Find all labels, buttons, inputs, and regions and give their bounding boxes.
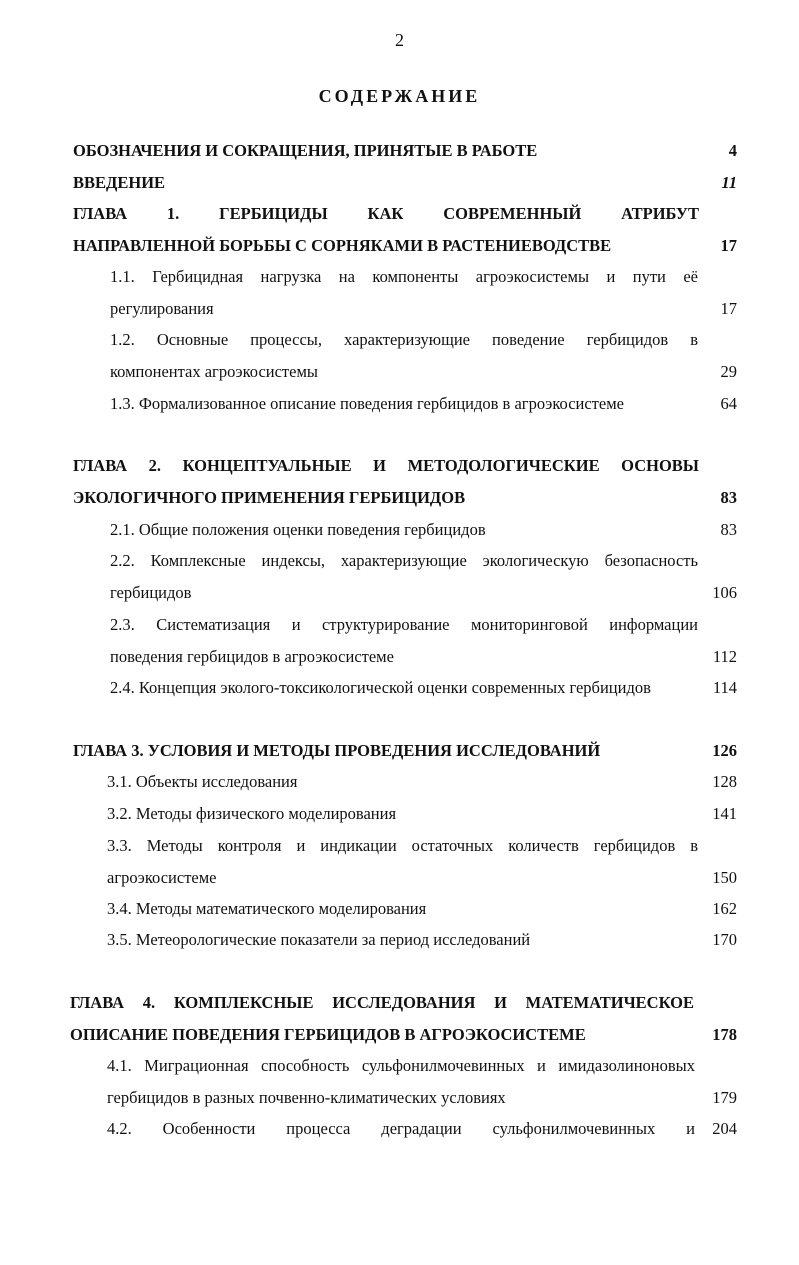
toc-entry-page: 106	[712, 583, 737, 602]
toc-entry-section-3-3[interactable]	[107, 836, 737, 888]
toc-entry-title-line1: 2.3. Систематизация и структурирование мониторинговой информации	[110, 615, 698, 634]
toc-entry-section-1-2[interactable]	[110, 330, 737, 382]
toc-entry-title-line2: НАПРАВЛЕННОЙ БОРЬБЫ С СОРНЯКАМИ В РАСТЕНИЕВОДСТВЕ	[73, 236, 612, 255]
toc-entry-page: 128	[712, 772, 737, 791]
toc-entry-page: 83	[720, 488, 737, 507]
toc-entry-title-line1: 1.1. Гербицидная нагрузка на компоненты агроэкосистемы и пути её	[110, 267, 698, 286]
toc-entry-title: 3.1. Объекты исследования	[107, 772, 298, 791]
toc-entry-page: 29	[720, 362, 737, 381]
toc-entry-title-line2: компонентах агроэкосистемы	[110, 362, 318, 381]
toc-entry-page: 150	[712, 868, 737, 887]
toc-entry-section-2-4[interactable]	[110, 678, 737, 698]
toc-entry-section-3-4[interactable]	[107, 899, 737, 919]
toc-entry-section-3-5[interactable]	[107, 930, 737, 950]
toc-entry-title: ОБОЗНАЧЕНИЯ И СОКРАЩЕНИЯ, ПРИНЯТЫЕ В РАБОТЕ	[73, 141, 538, 160]
toc-entry-section-3-1[interactable]	[107, 772, 737, 792]
toc-entry-title: 3.4. Методы математического моделирования	[107, 899, 427, 918]
toc-entry-page: 178	[712, 1025, 737, 1044]
toc-entry-title-line2: ЭКОЛОГИЧНОГО ПРИМЕНЕНИЯ ГЕРБИЦИДОВ	[73, 488, 466, 507]
toc-entry-title-line1: 2.2. Комплексные индексы, характеризующие экологическую безопасность	[110, 551, 698, 570]
toc-entry-page: 17	[720, 299, 737, 318]
toc-entry-title-line1: 1.2. Основные процессы, характеризующие поведение гербицидов в	[110, 330, 698, 349]
toc-entry-page: 114	[712, 678, 737, 697]
toc-entry-page: 204	[712, 1119, 737, 1138]
toc-entry-title: ВВЕДЕНИЕ	[73, 173, 166, 192]
toc-entry-chapter-2[interactable]	[73, 456, 737, 508]
toc-entry-title: 1.3. Формализованное описание поведения гербицидов в агроэкосистеме	[110, 394, 624, 413]
toc-entry-page: 4	[728, 141, 737, 160]
toc-entry-chapter-1[interactable]	[73, 204, 737, 256]
toc-entry-section-4-1[interactable]	[107, 1056, 737, 1108]
toc-entry-chapter-3[interactable]	[73, 741, 737, 761]
toc-entry-section-2-2[interactable]	[110, 551, 737, 603]
toc-entry-title-line1: 3.3. Методы контроля и индикации остаточных количеств гербицидов в	[107, 836, 698, 855]
toc-entry-page: 112	[712, 647, 737, 666]
toc-entry-title-line1: ГЛАВА 2. КОНЦЕПТУАЛЬНЫЕ И МЕТОДОЛОГИЧЕСКИЕ ОСНОВЫ	[73, 456, 699, 475]
toc-entry-title: 2.4. Концепция эколого-токсикологической оценки современных гербицидов	[110, 678, 651, 697]
toc-entry-page: 179	[712, 1088, 737, 1107]
toc-entry-page: 17	[720, 236, 737, 255]
toc-entry-page: 11	[721, 173, 737, 192]
toc-entry-abbreviations[interactable]	[73, 141, 737, 161]
toc-entry-title-line1: ГЛАВА 4. КОМПЛЕКСНЫЕ ИССЛЕДОВАНИЯ И МАТЕМАТИЧЕСКОЕ	[70, 993, 694, 1012]
toc-entry-page: 126	[712, 741, 737, 760]
toc-entry-section-3-2[interactable]	[107, 804, 737, 824]
toc-entry-title-line2: ОПИСАНИЕ ПОВЕДЕНИЯ ГЕРБИЦИДОВ В АГРОЭКОСИСТЕМЕ	[70, 1025, 586, 1044]
toc-title: СОДЕРЖАНИЕ	[318, 86, 481, 106]
toc-entry-title: 3.5. Метеорологические показатели за период исследований	[107, 930, 531, 949]
toc-entry-title-line2: гербицидов в разных почвенно-климатических условиях	[107, 1088, 506, 1107]
toc-entry-title-line2: поведения гербицидов в агроэкосистеме	[110, 647, 394, 666]
toc-entry-page: 170	[712, 930, 737, 949]
toc-entry-title-line2: агроэкосистеме	[107, 868, 217, 887]
toc-entry-chapter-4[interactable]	[70, 993, 737, 1045]
toc-entry-title: 3.2. Методы физического моделирования	[107, 804, 397, 823]
toc-entry-title-line1: ГЛАВА 1. ГЕРБИЦИДЫ КАК СОВРЕМЕННЫЙ АТРИБУТ	[73, 204, 699, 223]
toc-entry-introduction[interactable]	[73, 173, 737, 193]
toc-entry-section-1-3[interactable]	[110, 394, 737, 414]
toc-entry-page: 64	[720, 394, 737, 413]
page-number: 2	[395, 30, 404, 50]
toc-entry-page: 83	[720, 520, 737, 539]
toc-entry-page: 162	[712, 899, 737, 918]
toc-entry-section-1-1[interactable]	[110, 267, 737, 319]
toc-entry-title: 4.2. Особенности процесса деградации сульфонилмочевинных и	[107, 1119, 695, 1138]
toc-entry-section-2-3[interactable]	[110, 615, 737, 667]
toc-entry-page: 141	[712, 804, 737, 823]
toc-entry-title-line1: 4.1. Миграционная способность сульфонилмочевинных и имидазолиноновых	[107, 1056, 695, 1075]
toc-entry-title: ГЛАВА 3. УСЛОВИЯ И МЕТОДЫ ПРОВЕДЕНИЯ ИССЛЕДОВАНИЙ	[73, 741, 601, 760]
toc-entry-section-4-2[interactable]	[107, 1119, 737, 1139]
toc-entry-title: 2.1. Общие положения оценки поведения гербицидов	[110, 520, 486, 539]
toc-entry-section-2-1[interactable]	[110, 520, 737, 540]
toc-entry-title-line2: регулирования	[110, 299, 214, 318]
toc-entry-title-line2: гербицидов	[110, 583, 192, 602]
